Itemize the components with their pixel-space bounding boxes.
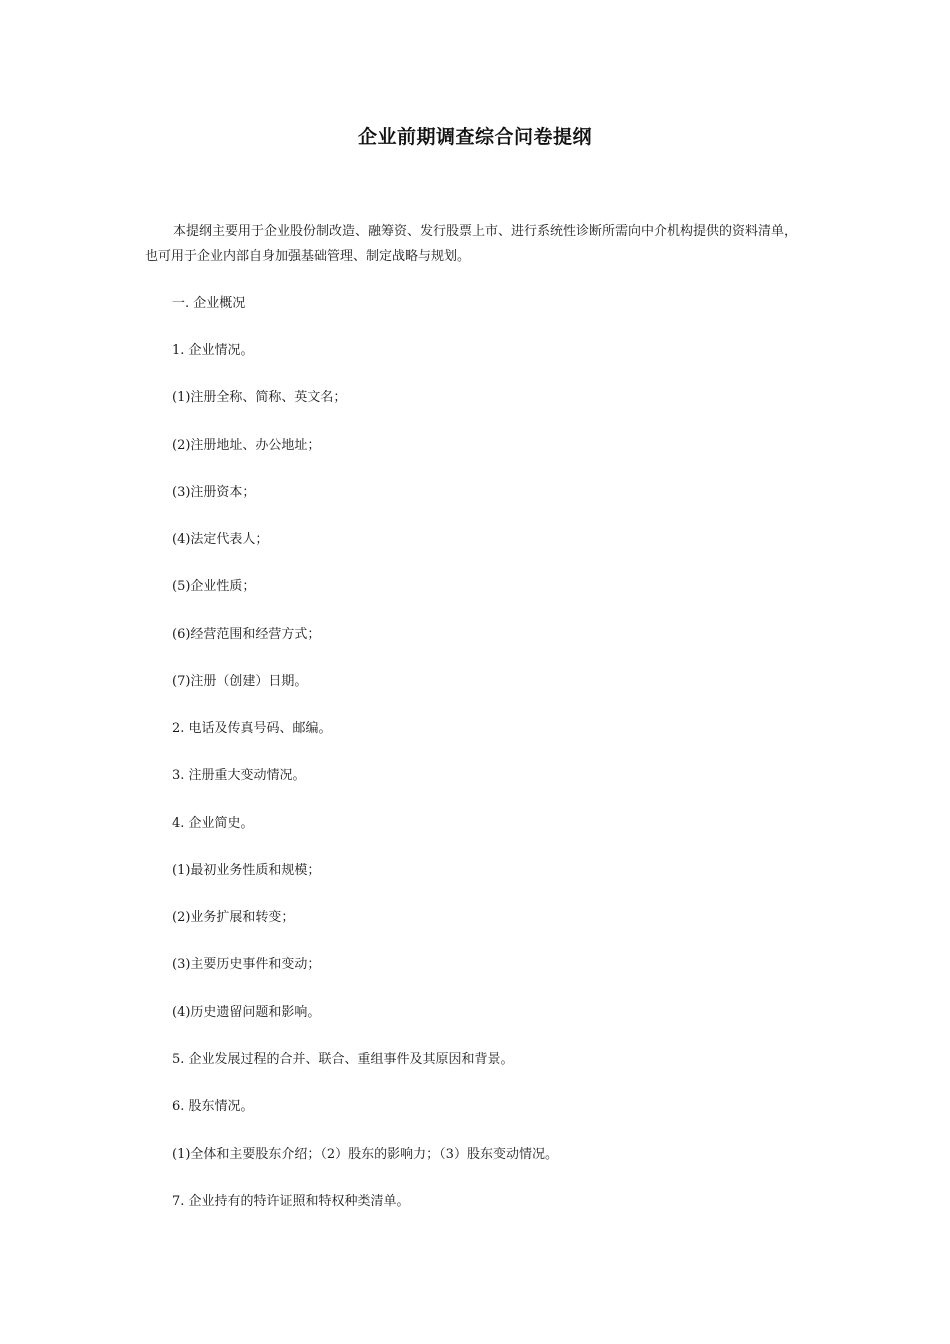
- outline-item: 7. 企业持有的特许证照和特权种类清单。: [172, 1194, 410, 1209]
- outline-item: (4)法定代表人；: [172, 532, 269, 547]
- section-heading: 一. 企业概况: [172, 296, 246, 311]
- outline-item: (2)注册地址、办公地址；: [172, 438, 321, 453]
- intro-paragraph: 本提纲主要用于企业股份制改造、融筹资、发行股票上市、进行系统性诊断所需向中介机构提供的资料清单，也可用于企业内部自身加强基础管理、制定战略与规划。: [145, 224, 798, 264]
- outline-item: (7)注册（创建）日期。: [172, 674, 308, 689]
- outline-item: (3)主要历史事件和变动；: [172, 957, 321, 972]
- outline-item: (5)企业性质；: [172, 579, 256, 594]
- outline-item: (1)注册全称、简称、英文名；: [172, 390, 347, 405]
- outline-item: (1)最初业务性质和规模；: [172, 863, 321, 878]
- outline-item: (4)历史遗留问题和影响。: [172, 1005, 321, 1020]
- outline-item: (1)全体和主要股东介绍；（2）股东的影响力；（3）股东变动情况。: [172, 1147, 558, 1162]
- outline-item: 2. 电话及传真号码、邮编。: [172, 721, 332, 736]
- outline-item: (2)业务扩展和转变；: [172, 910, 295, 925]
- outline-item: 6. 股东情况。: [172, 1099, 254, 1114]
- outline-item: 4. 企业简史。: [172, 816, 254, 831]
- outline-item: (3)注册资本；: [172, 485, 256, 500]
- document-title: 企业前期调查综合问卷提纲: [357, 126, 592, 148]
- outline-item: 3. 注册重大变动情况。: [172, 768, 306, 783]
- outline-item: 1. 企业情况。: [172, 343, 254, 358]
- outline-item: (6)经营范围和经营方式；: [172, 627, 321, 642]
- outline-item: 5. 企业发展过程的合并、联合、重组事件及其原因和背景。: [172, 1052, 514, 1067]
